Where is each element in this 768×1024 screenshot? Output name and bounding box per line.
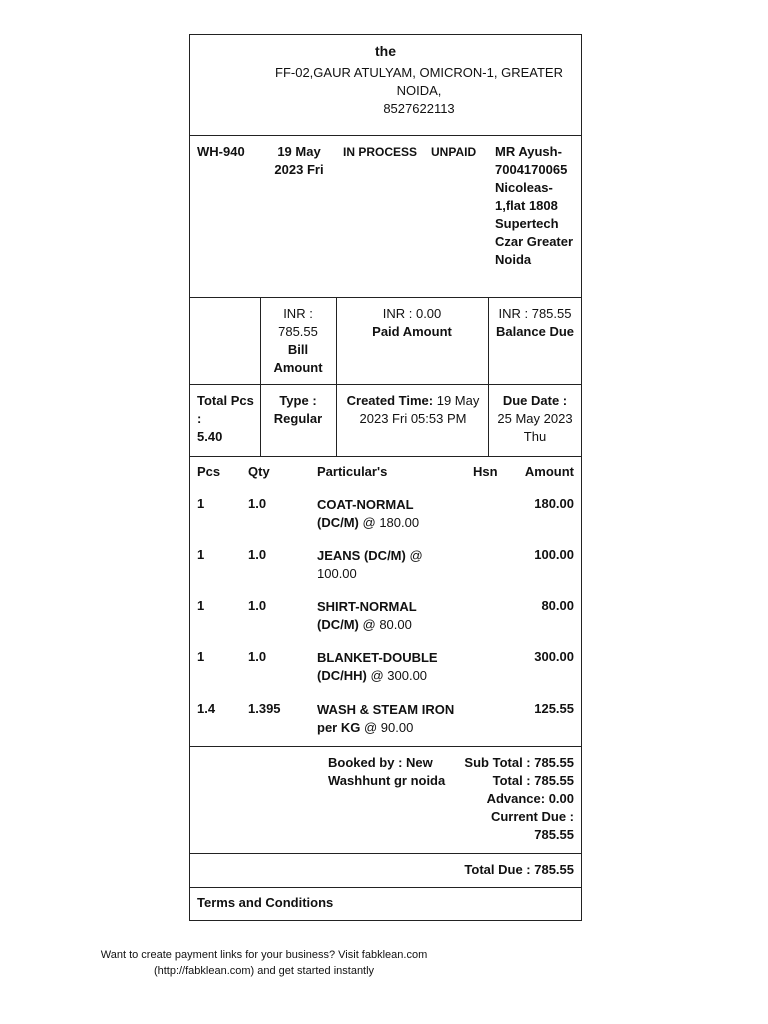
divider	[336, 385, 337, 456]
item-amount: 80.00	[541, 598, 574, 613]
payment-status: UNPAID	[431, 145, 477, 159]
balance-due-label: Balance Due	[495, 324, 575, 339]
order-meta	[190, 385, 581, 457]
col-header-qty: Qty	[248, 464, 270, 479]
item-qty: 1.0	[248, 649, 267, 664]
item-qty: 1.0	[248, 547, 267, 562]
created-time-label: Created Time:	[346, 393, 434, 408]
item-particular	[317, 496, 442, 532]
store-name: the	[375, 43, 396, 59]
sub-total: Sub Total : 785.55	[464, 755, 574, 770]
current-due-label: Current Due :	[490, 809, 574, 824]
item-rate: @ 180.00	[362, 515, 420, 530]
item-rate: @ 80.00	[362, 617, 412, 632]
paid-amount-value: INR : 0.00	[382, 306, 442, 321]
terms-section	[190, 888, 581, 920]
order-type-cell	[264, 392, 332, 428]
order-status: IN PROCESS	[342, 145, 417, 159]
item-pcs: 1	[197, 496, 205, 511]
divider	[260, 385, 261, 456]
col-header-amount: Amount	[524, 464, 574, 479]
due-date-label: Due Date :	[502, 393, 568, 408]
total-due: Total Due : 785.55	[464, 862, 574, 877]
item-qty: 1.0	[248, 496, 267, 511]
totals-section	[190, 747, 581, 854]
customer-details: MR Ayush-7004170065 Nicoleas-1,flat 1808 Supertech Czar Greater Noida	[495, 144, 574, 267]
order-info	[190, 136, 581, 298]
item-name: SHIRT-NORMAL (DC/M)	[317, 599, 417, 632]
balance-due-cell	[492, 305, 578, 341]
footer-line-1: Want to create payment links for your business? Visit fabklean.com	[100, 949, 428, 961]
footer-note	[86, 947, 442, 979]
totals-summary	[452, 754, 574, 844]
order-date: 19 May 2023 Fri	[274, 144, 324, 177]
item-name: JEANS (DC/M)	[317, 548, 406, 563]
divider	[488, 385, 489, 456]
item-amount: 180.00	[534, 496, 574, 511]
paid-amount-cell	[340, 305, 484, 341]
divider	[488, 298, 489, 384]
col-header-hsn: Hsn	[473, 464, 498, 479]
table-row	[190, 701, 581, 746]
total: Total : 785.55	[492, 773, 574, 788]
item-rate: @ 300.00	[370, 668, 428, 683]
total-pcs-cell	[197, 392, 255, 446]
advance: Advance: 0.00	[486, 791, 574, 806]
paid-amount-label: Paid Amount	[372, 324, 452, 339]
order-type-label: Type :	[279, 393, 317, 408]
total-pcs-label: Total Pcs :	[197, 393, 254, 426]
footer-line-2: (http://fabklean.com) and get started instantly	[153, 965, 375, 977]
item-pcs: 1.4	[197, 701, 216, 716]
item-particular	[317, 701, 459, 737]
col-header-particulars: Particular's	[317, 464, 388, 479]
order-type-value: Regular	[273, 411, 323, 426]
terms-label: Terms and Conditions	[197, 895, 334, 910]
bill-amount-value: INR : 785.55	[278, 306, 318, 339]
store-phone: 8527622113	[383, 101, 455, 116]
item-amount: 125.55	[534, 701, 574, 716]
table-row	[190, 649, 581, 694]
item-rate: @ 100.00	[317, 548, 423, 581]
item-pcs: 1	[197, 598, 205, 613]
receipt-header	[190, 35, 581, 136]
table-row	[190, 598, 581, 643]
item-rate: @ 90.00	[363, 720, 414, 735]
due-date-cell	[492, 392, 578, 446]
col-header-pcs: Pcs	[197, 464, 221, 479]
table-row	[190, 547, 581, 592]
created-time-cell	[342, 392, 484, 428]
item-particular	[317, 598, 442, 634]
amount-summary	[190, 298, 581, 385]
item-name: BLANKET-DOUBLE (DC/HH)	[317, 650, 438, 683]
item-amount: 100.00	[534, 547, 574, 562]
item-qty: 1.0	[248, 598, 267, 613]
bill-amount-label: Bill Amount	[273, 342, 323, 375]
item-name: WASH & STEAM IRON per KG	[317, 702, 455, 735]
item-pcs: 1	[197, 649, 205, 664]
total-pcs-value: 5.40	[197, 429, 223, 444]
created-time-value: 19 May 2023 Fri 05:53 PM	[359, 393, 480, 426]
due-date-value: 25 May 2023 Thu	[497, 411, 573, 444]
bill-amount-cell	[264, 305, 332, 377]
current-due-value: 785.55	[534, 827, 574, 842]
item-particular	[317, 547, 442, 583]
total-due-section	[190, 854, 581, 888]
item-particular	[317, 649, 442, 685]
balance-due-value: INR : 785.55	[498, 306, 572, 321]
order-id: WH-940	[197, 144, 245, 159]
store-address: FF-02,GAUR ATULYAM, OMICRON-1, GREATER NOIDA,	[275, 65, 563, 98]
table-row	[190, 496, 581, 541]
items-table	[190, 457, 581, 747]
item-amount: 300.00	[534, 649, 574, 664]
item-qty: 1.395	[248, 701, 281, 716]
store-address-block	[275, 64, 563, 118]
divider	[260, 298, 261, 384]
item-pcs: 1	[197, 547, 205, 562]
item-name: COAT-NORMAL (DC/M)	[317, 497, 414, 530]
divider	[336, 298, 337, 384]
receipt	[189, 34, 582, 921]
booked-by: Booked by : New Washhunt gr noida	[328, 755, 446, 788]
